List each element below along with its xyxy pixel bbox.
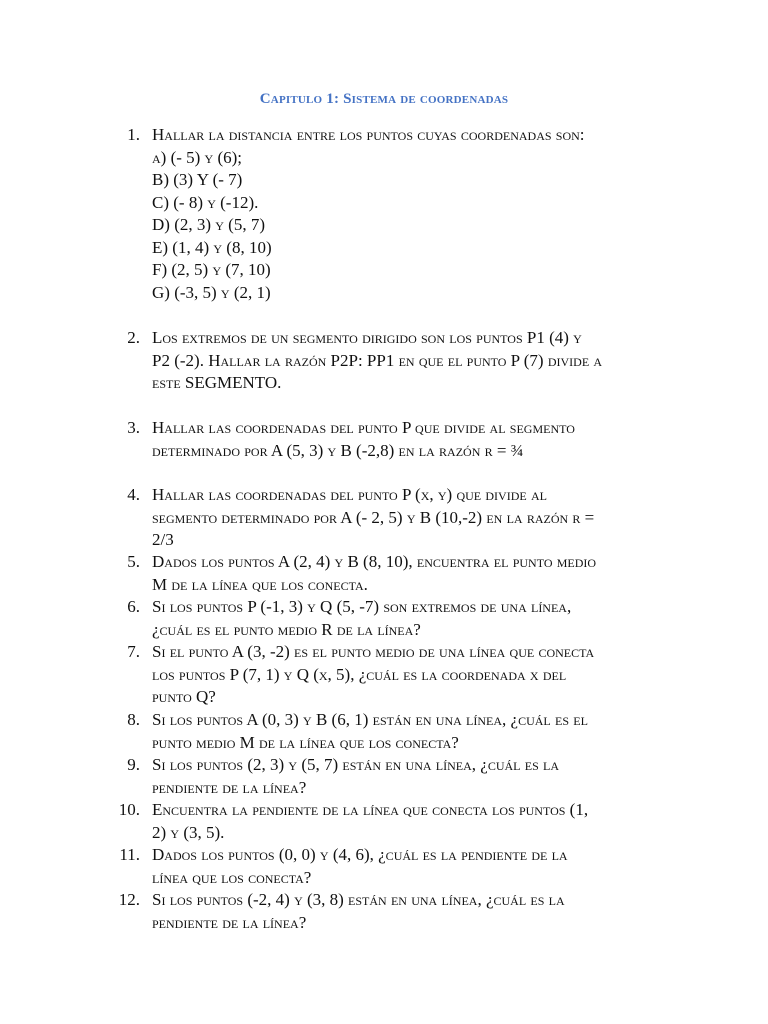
question-text <box>152 596 672 641</box>
question-text <box>152 551 672 596</box>
sub-item-f: F) (2, 5) y (7, 10) <box>152 260 271 279</box>
sub-item-c: C) (- 8) y (-12). <box>152 192 259 212</box>
question-line: Si los puntos (-2, 4) y (3, 8) están en una línea, ¿cuál es la <box>152 890 565 909</box>
question-line: punto Q? <box>152 687 216 706</box>
question-line: ¿cuál es el punto medio R de la línea? <box>152 619 421 639</box>
chapter-title: Capitulo 1: Sistema de coordenadas <box>259 91 509 107</box>
question-number: 7. <box>127 642 140 661</box>
question-line: pendiente de la línea? <box>152 777 307 797</box>
question-text <box>152 709 672 754</box>
sub-item-e: E) (1, 4) y (8, 10) <box>152 237 272 257</box>
sub-item-d: D) (2, 3) y (5, 7) <box>152 215 265 234</box>
question-line: Si los puntos (2, 3) y (5, 7) están en una línea, ¿cuál es la <box>152 755 559 774</box>
question-line: Si el punto A (3, -2) es el punto medio de una línea que conecta <box>152 642 595 661</box>
sub-item-b: B) (3) Y (- 7) <box>152 170 243 189</box>
question-number: 1. <box>127 125 140 144</box>
question-line: pendiente de la línea? <box>152 912 307 932</box>
question-text <box>152 889 672 934</box>
question-line: segmento determinado por A (- 2, 5) y B (10,-2) en la razón r = <box>152 507 595 527</box>
question-text <box>152 844 672 889</box>
question-text <box>152 799 672 844</box>
question-text <box>152 124 672 304</box>
question-line: P2 (-2). Hallar la razón P2P: PP1 en que el punto P (7) divide a <box>152 350 603 370</box>
question-number: 12. <box>118 890 140 909</box>
question-number: 9. <box>127 755 140 774</box>
question-text <box>152 484 672 552</box>
question-line: línea que los conecta? <box>152 867 312 887</box>
question-text <box>152 417 672 462</box>
question-intro: Hallar la distancia entre los puntos cuyas coordenadas son: <box>152 125 585 144</box>
question-number: 11. <box>119 845 140 864</box>
question-number: 5. <box>127 552 140 571</box>
question-line: 2) y (3, 5). <box>152 822 225 842</box>
question-text <box>152 754 672 799</box>
question-line: 2/3 <box>152 530 174 549</box>
question-line: Dados los puntos A (2, 4) y B (8, 10), encuentra el punto medio <box>152 552 597 571</box>
question-line: Encuentra la pendiente de la línea que conecta los puntos (1, <box>152 800 589 819</box>
question-line: Dados los puntos (0, 0) y (4, 6), ¿cuál es la pendiente de la <box>152 845 568 864</box>
question-number: 2. <box>127 328 140 347</box>
question-line: Si los puntos A (0, 3) y B (6, 1) están en una línea, ¿cuál es el <box>152 710 588 729</box>
question-line: M de la línea que los conecta. <box>152 574 368 594</box>
question-number: 3. <box>127 418 140 437</box>
question-text <box>152 327 672 395</box>
question-line: Hallar las coordenadas del punto P (x, y) que divide al <box>152 485 547 504</box>
question-number: 6. <box>127 597 140 616</box>
question-line: punto medio M de la línea que los conecta? <box>152 732 459 752</box>
question-number: 8. <box>127 710 140 729</box>
sub-item-g: G) (-3, 5) y (2, 1) <box>152 282 271 302</box>
question-line: este SEGMENTO. <box>152 373 282 392</box>
question-number: 10. <box>118 800 140 819</box>
question-line: Hallar las coordenadas del punto P que divide al segmento <box>152 418 575 437</box>
question-line: Los extremos de un segmento dirigido son los puntos P1 (4) y <box>152 328 582 347</box>
question-text <box>152 641 672 709</box>
question-line: determinado por A (5, 3) y B (-2,8) en la razón r = ¾ <box>152 440 524 460</box>
question-line: los puntos P (7, 1) y Q (x, 5), ¿cuál es la coordenada x del <box>152 664 567 684</box>
sub-item-a: a) (- 5) y (6); <box>152 147 243 167</box>
question-number: 4. <box>127 485 140 504</box>
question-line: Si los puntos P (-1, 3) y Q (5, -7) son extremos de una línea, <box>152 597 572 616</box>
